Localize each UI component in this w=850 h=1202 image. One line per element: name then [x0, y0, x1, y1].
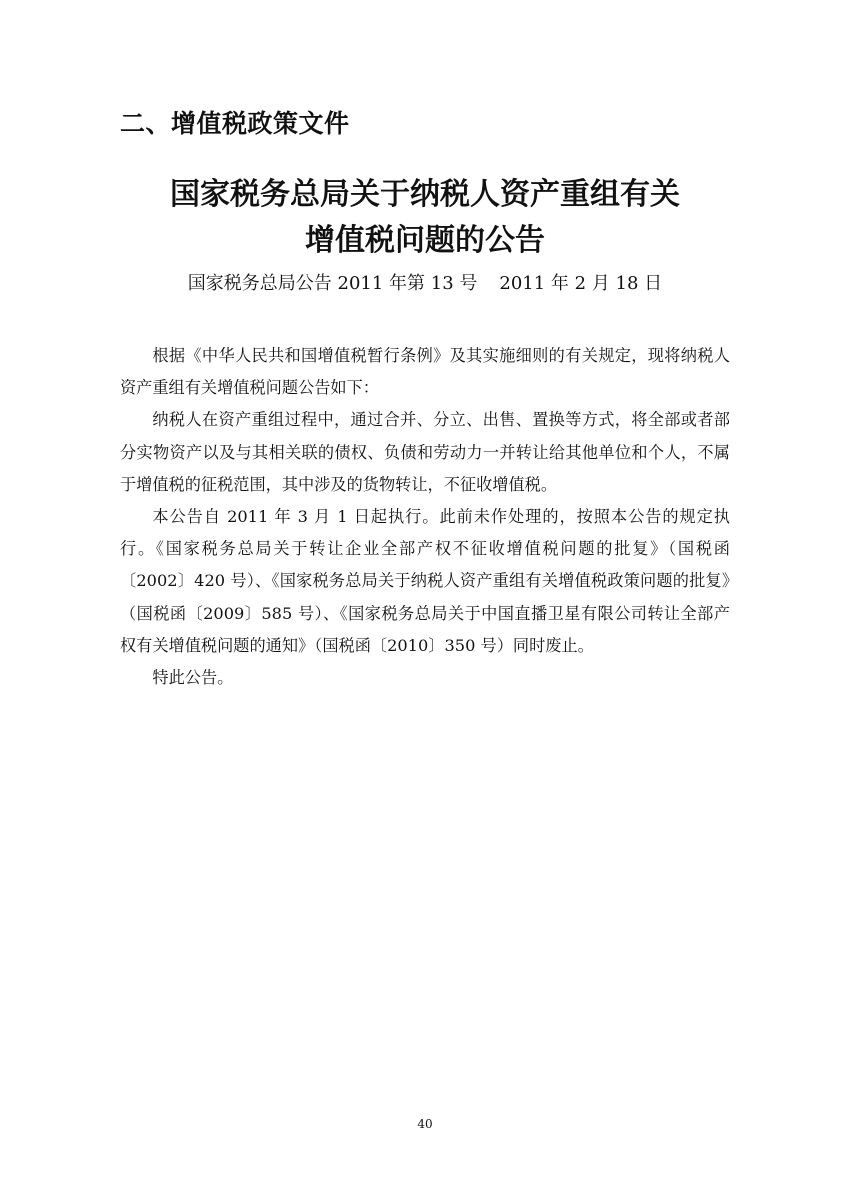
body-paragraph-2: 纳税人在资产重组过程中，通过合并、分立、出售、置换等方式，将全部或者部分实物资产以及与其相关联的债权、负债和劳动力一并转让给其他单位和个人，不属于增值税的征税范围，其中涉及的货物转让，不征收增值税。	[120, 410, 730, 494]
document-title	[0, 172, 850, 264]
body-paragraph-3: 本公告自 2011 年 3 月 1 日起执行。此前未作处理的，按照本公告的规定执行。《国家税务总局关于转让企业全部产权不征收增值税问题的批复》（国税函〔2002〕420 号）、《国家税务总局关于纳税人资产重组有关增值税政策问题的批复》（国税函〔2009〕585 号）、《国家税务总局关于中国直播卫星有限公司转让全部产权有关增值税问题的通知》（国税函〔2010〕350 号）同时废止。	[120, 507, 730, 655]
section-heading: 二、增值税政策文件	[120, 109, 350, 138]
document-subtitle	[0, 270, 850, 298]
body-paragraph-1: 根据《中华人民共和国增值税暂行条例》及其实施细则的有关规定，现将纳税人资产重组有关增值税问题公告如下：	[120, 346, 730, 398]
page-number: 40	[417, 1117, 433, 1131]
document-date: 2011 年 2 月 18 日	[499, 273, 663, 294]
document-title-line-1: 国家税务总局关于纳税人资产重组有关	[170, 177, 680, 212]
document-number: 国家税务总局公告 2011 年第 13 号	[187, 273, 478, 294]
document-body	[120, 340, 730, 694]
document-title-line-2: 增值税问题的公告	[305, 223, 545, 258]
body-paragraph-4: 特此公告。	[152, 668, 234, 688]
